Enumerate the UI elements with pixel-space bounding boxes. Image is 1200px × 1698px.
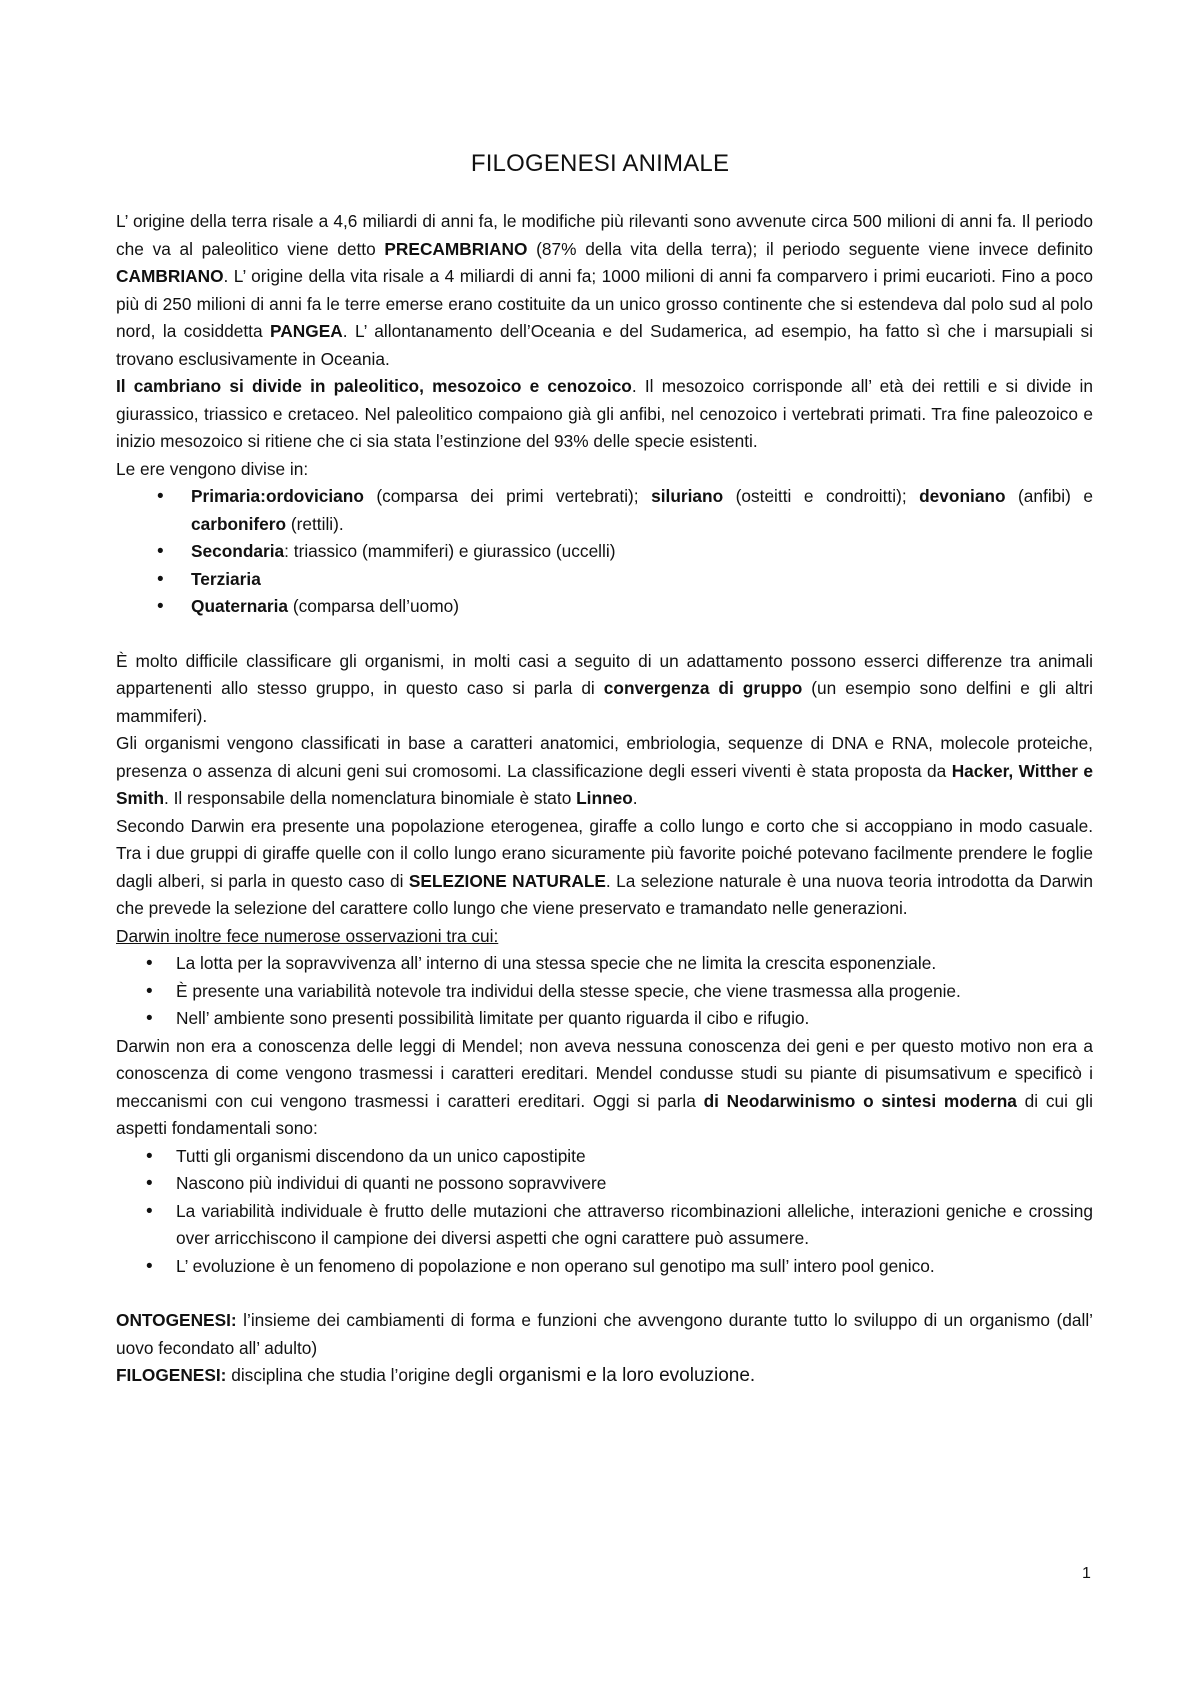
paragraph-osservazioni-heading: Darwin inoltre fece numerose osservazioni tra cui:: [116, 925, 499, 946]
page-number: 1: [1082, 1565, 1091, 1582]
observations-list: [116, 950, 1093, 1033]
paragraph-filogenesi: FILOGENESI: disciplina che studia l’origine degli organismi e la loro evoluzione.: [116, 1365, 756, 1386]
list-item: • Quaternaria (comparsa dell’uomo): [191, 593, 1093, 621]
list-item: • Tutti gli organismi discendono da un unico capostipite: [176, 1143, 1093, 1171]
list-item: • La lotta per la sopravvivenza all’ interno di una stessa specie che ne limita la crescita esponenziale.: [176, 950, 1093, 978]
page-title: FILOGENESI ANIMALE: [470, 150, 730, 177]
list-item: • Terziaria: [191, 566, 1093, 594]
document-body: [116, 208, 1093, 1390]
paragraph-ere-intro: Le ere vengono divise in:: [116, 458, 309, 479]
eras-list: [116, 483, 1093, 621]
paragraph-cambriano: Il cambriano si divide in paleolitico, mesozoico e cenozoico. Il mesozoico corrisponde all’ età dei rettili e si divide in giurassico, triassico e cretaceo. Nel paleolitico compaiono già gli anfibi, nel cenozoico i vertebrati primati. Tra fine paleozoico e inizio mesozoico si ritiene che ci sia stata l’estinzione del 93% delle specie esistenti.: [116, 376, 1094, 451]
list-item: • Primaria:ordoviciano (comparsa dei primi vertebrati); siluriano (osteitti e condroitti); devoniano (anfibi) e carbonifero (rettili).: [191, 483, 1093, 538]
paragraph-ontogenesi: ONTOGENESI: l’insieme dei cambiamenti di forma e funzioni che avvengono durante tutto lo sviluppo di un organismo (dall’ uovo fecondato all’ adulto): [116, 1310, 1093, 1358]
list-item: • La variabilità individuale è frutto delle mutazioni che attraverso ricombinazioni alleliche, interazioni geniche e crossing over arricchiscono il campione dei diversi aspetti che ogni carattere può assumere.: [176, 1198, 1093, 1253]
paragraph-classificazione: È molto difficile classificare gli organismi, in molti casi a seguito di un adattamento possono esserci differenze tra animali appartenenti allo stesso gruppo, in questo caso si parla di convergenza di gruppo (un esempio sono delfini e gli altri mammiferi).: [116, 650, 1093, 726]
list-item: • L’ evoluzione è un fenomeno di popolazione e non operano sul genotipo ma sull’ intero pool genico.: [176, 1253, 1093, 1281]
list-item: • Nell’ ambiente sono presenti possibilità limitate per quanto riguarda il cibo e rifugio.: [176, 1005, 1093, 1033]
paragraph-darwin: Secondo Darwin era presente una popolazione eterogenea, giraffe a collo lungo e corto che si accoppiano in modo casuale. Tra i due gruppi di giraffe quelle con il collo lungo erano sicuramente più favorite poiché potevano facilmente prendere le foglie dagli alberi, si parla in questo caso di SELEZIONE NATURALE. La selezione naturale è una nuova teoria introdotta da Darwin che prevede la selezione del carattere collo lungo che viene preservato e tramandato nelle generazioni.: [116, 815, 1094, 918]
neodarwinism-list: [116, 1143, 1093, 1281]
paragraph-caratteri: Gli organismi vengono classificati in base a caratteri anatomici, embriologia, sequenze di DNA e RNA, molecole proteiche, presenza o assenza di alcuni geni sui cromosomi. La classificazione degli esseri viventi è stata proposta da Hacker, Witther e Smith. Il responsabile della nomenclatura binomiale è stato Linneo.: [116, 733, 1093, 808]
paragraph-mendel: Darwin non era a conoscenza delle leggi di Mendel; non aveva nessuna conoscenza dei geni e per questo motivo non era a conoscenza di come vengono trasmessi i caratteri ereditari. Mendel condusse studi su piante di pisumsativum e specificò i meccanismi con cui vengono trasmessi i caratteri ereditari. Oggi si parla di Neodarwinismo o sintesi moderna di cui gli aspetti fondamentali sono:: [116, 1035, 1093, 1138]
paragraph-origin: L’ origine della terra risale a 4,6 miliardi di anni fa, le modifiche più rilevanti sono avvenute circa 500 milioni di anni fa. Il periodo che va al paleolitico viene detto PRECAMBRIANO (87% della vita della terra); il periodo seguente viene invece definito CAMBRIANO. L’ origine della vita risale a 4 miliardi di anni fa; 1000 milioni di anni fa comparvero i primi eucarioti. Fino a poco più di 250 milioni di anni fa le terre emerse erano costituite da un unico grosso continente che si estendeva dal polo sud al polo nord, la cosiddetta PANGEA. L’ allontanamento dell’Oceania e del Sudamerica, ad esempio, ha fatto sì che i marsupiali si trovano esclusivamente in Oceania.: [116, 211, 1093, 369]
spacer: [116, 1280, 1093, 1307]
spacer: [116, 621, 1093, 648]
list-item: • È presente una variabilità notevole tra individui della stesse specie, che viene trasmessa alla progenie.: [176, 978, 1093, 1006]
list-item: • Secondaria: triassico (mammiferi) e giurassico (uccelli): [191, 538, 1093, 566]
list-item: • Nascono più individui di quanti ne possono sopravvivere: [176, 1170, 1093, 1198]
